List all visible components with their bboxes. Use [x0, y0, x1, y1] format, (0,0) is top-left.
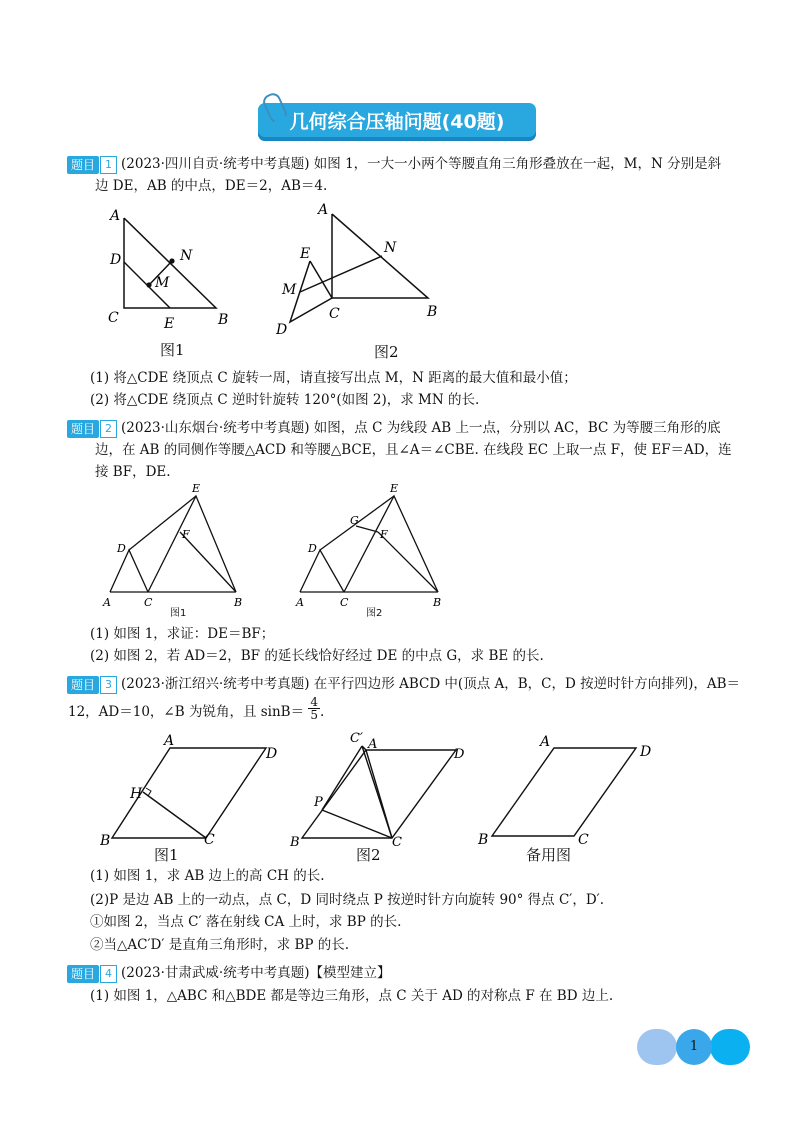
svg-text:C: C	[392, 835, 402, 848]
q3-line2: 12，AD＝10，∠B 为锐角，且 sinB＝ $\frac{4}{5}$ .	[68, 695, 325, 722]
q3-sub2a: ①如图 2，当点 C′ 落在射线 CA 上时，求 BP 的长.	[90, 914, 402, 930]
q3-fig2-caption: 图2	[356, 846, 381, 864]
svg-text:A: A	[164, 733, 175, 749]
q2-number: 2	[100, 420, 117, 438]
q1-sub2: (2) 将△CDE 绕顶点 C 逆时针旋转 120°(如图 2)，求 MN 的长.	[90, 392, 480, 408]
svg-text:C: C	[204, 832, 215, 848]
svg-text:B: B	[427, 304, 438, 320]
svg-text:C: C	[578, 832, 589, 848]
q1-figure2	[275, 202, 437, 338]
svg-text:H: H	[130, 786, 143, 802]
q1-text1: (2023·四川自贡·统考中考真题) 如图 1，一大一小两个等腰直角三角形叠放在一起，M，N 分别是斜	[121, 156, 722, 172]
q1-tag: 题目	[67, 156, 99, 174]
svg-text:E: E	[192, 482, 201, 495]
svg-text:A: A	[296, 596, 304, 609]
q1-line1	[67, 154, 721, 174]
svg-text:B: B	[290, 835, 300, 848]
q2-figure2	[295, 482, 441, 609]
svg-text:C′: C′	[350, 731, 363, 746]
svg-text:F: F	[182, 528, 190, 541]
q3-fig3-caption: 备用图	[526, 846, 572, 864]
q3-frac-den: 5	[310, 708, 319, 722]
svg-text:B: B	[100, 833, 111, 848]
svg-text:C: C	[329, 306, 340, 322]
svg-text:C: C	[144, 596, 153, 609]
svg-text:D: D	[454, 747, 465, 762]
q4-text1: (2023·甘肃武威·统考中考真题)【模型建立】	[121, 965, 391, 981]
svg-text:C: C	[108, 310, 119, 326]
q4-line2: (1) 如图 1，△ABC 和△BDE 都是等边三角形，点 C 关于 AD 的对称点 F 在 BD 边上.	[90, 988, 614, 1004]
q2-sub1: (1) 如图 1，求证：DE＝BF；	[90, 626, 275, 642]
q2-line2: 边，在 AB 的同侧作等腰△ACD 和等腰△BCE，且∠A＝∠CBE. 在线段 EC 上取一点 F，使 EF＝AD，连	[95, 442, 732, 458]
svg-text:G: G	[350, 514, 359, 527]
svg-text:E: E	[300, 246, 311, 262]
q1-sub1: (1) 将△CDE 绕顶点 C 旋转一周，请直接写出点 M，N 距离的最大值和最小值；	[90, 370, 577, 386]
svg-text:D: D	[640, 744, 652, 760]
svg-text:A: A	[368, 737, 378, 752]
page-number: 1	[676, 1029, 712, 1065]
q2-text1: (2023·山东烟台·统考中考真题) 如图，点 C 为线段 AB 上一点，分别以 AC，BC 为等腰三角形的底	[121, 420, 721, 436]
q1-number: 1	[100, 156, 117, 174]
svg-text:D: D	[110, 252, 122, 268]
svg-text:A: A	[318, 202, 329, 218]
q3-figure3	[477, 734, 651, 848]
q3-fraction	[308, 696, 320, 721]
q2-line3: 接 BF，DE.	[95, 464, 171, 480]
svg-text:F: F	[380, 528, 388, 541]
q4-number: 4	[100, 965, 117, 983]
q3-text2: 12，AD＝10，∠B 为锐角，且 sinB＝	[68, 704, 305, 720]
q3-sub2: (2)P 是边 AB 上的一动点，点 C，D 同时绕点 P 按逆时针方向旋转 90° 得点 C′，D′.	[90, 892, 605, 908]
svg-text:N: N	[180, 248, 193, 264]
svg-text:B: B	[478, 832, 489, 848]
q2-line1	[67, 418, 721, 438]
svg-text:D: D	[266, 746, 278, 762]
svg-text:C: C	[340, 596, 349, 609]
svg-text:A: A	[110, 208, 121, 224]
svg-text:D: D	[276, 322, 288, 338]
q2-figures	[100, 482, 460, 622]
q3-line1	[67, 674, 740, 694]
q2-figure1	[102, 482, 242, 609]
page-number-decoration-right	[710, 1029, 750, 1065]
q2-fig2-caption: 图2	[366, 608, 383, 619]
svg-text:D: D	[117, 542, 126, 555]
svg-text:E: E	[390, 482, 399, 495]
svg-text:M: M	[282, 282, 297, 298]
q3-number: 3	[100, 676, 117, 694]
q3-figure2	[289, 731, 465, 848]
svg-text:E: E	[164, 316, 175, 332]
q3-figures	[100, 728, 660, 848]
q4-tag: 题目	[67, 965, 99, 983]
q1-fig1-caption: 图1	[160, 341, 185, 359]
svg-text:B: B	[433, 596, 442, 609]
q1-figure1	[108, 208, 228, 332]
page-title: 几何综合压轴问题(40题)	[289, 111, 505, 133]
q4-line1	[67, 963, 391, 983]
q3-fig1-caption: 图1	[154, 846, 179, 864]
svg-text:A: A	[540, 734, 551, 750]
q3-frac-num: 4	[310, 695, 319, 709]
q3-tag: 题目	[67, 676, 99, 694]
svg-text:M: M	[155, 275, 170, 291]
svg-text:B: B	[218, 312, 229, 328]
q3-figure1	[100, 733, 277, 848]
q2-tag: 题目	[67, 420, 99, 438]
q1-line2: 边 DE，AB 的中点，DE＝2，AB＝4.	[95, 178, 328, 194]
svg-text:B: B	[234, 596, 243, 609]
q1-fig2-caption: 图2	[374, 343, 399, 361]
q3-text1: (2023·浙江绍兴·统考中考真题) 在平行四边形 ABCD 中(顶点 A，B，C，D 按逆时针方向排列)，AB＝	[121, 676, 741, 692]
q1-figures	[100, 200, 460, 360]
title-banner	[258, 103, 536, 141]
svg-text:A: A	[103, 596, 111, 609]
svg-text:P: P	[314, 795, 323, 810]
q3-sub2b: ②当△AC′D′ 是直角三角形时，求 BP 的长.	[90, 937, 350, 953]
svg-text:N: N	[384, 240, 397, 256]
page-number-decoration-left	[637, 1029, 677, 1065]
q2-fig1-caption: 图1	[170, 608, 187, 619]
svg-text:D: D	[308, 542, 317, 555]
q2-sub2: (2) 如图 2，若 AD＝2，BF 的延长线恰好经过 DE 的中点 G，求 BE 的长.	[90, 648, 544, 664]
q3-sub1: (1) 如图 1，求 AB 边上的高 CH 的长.	[90, 868, 325, 884]
